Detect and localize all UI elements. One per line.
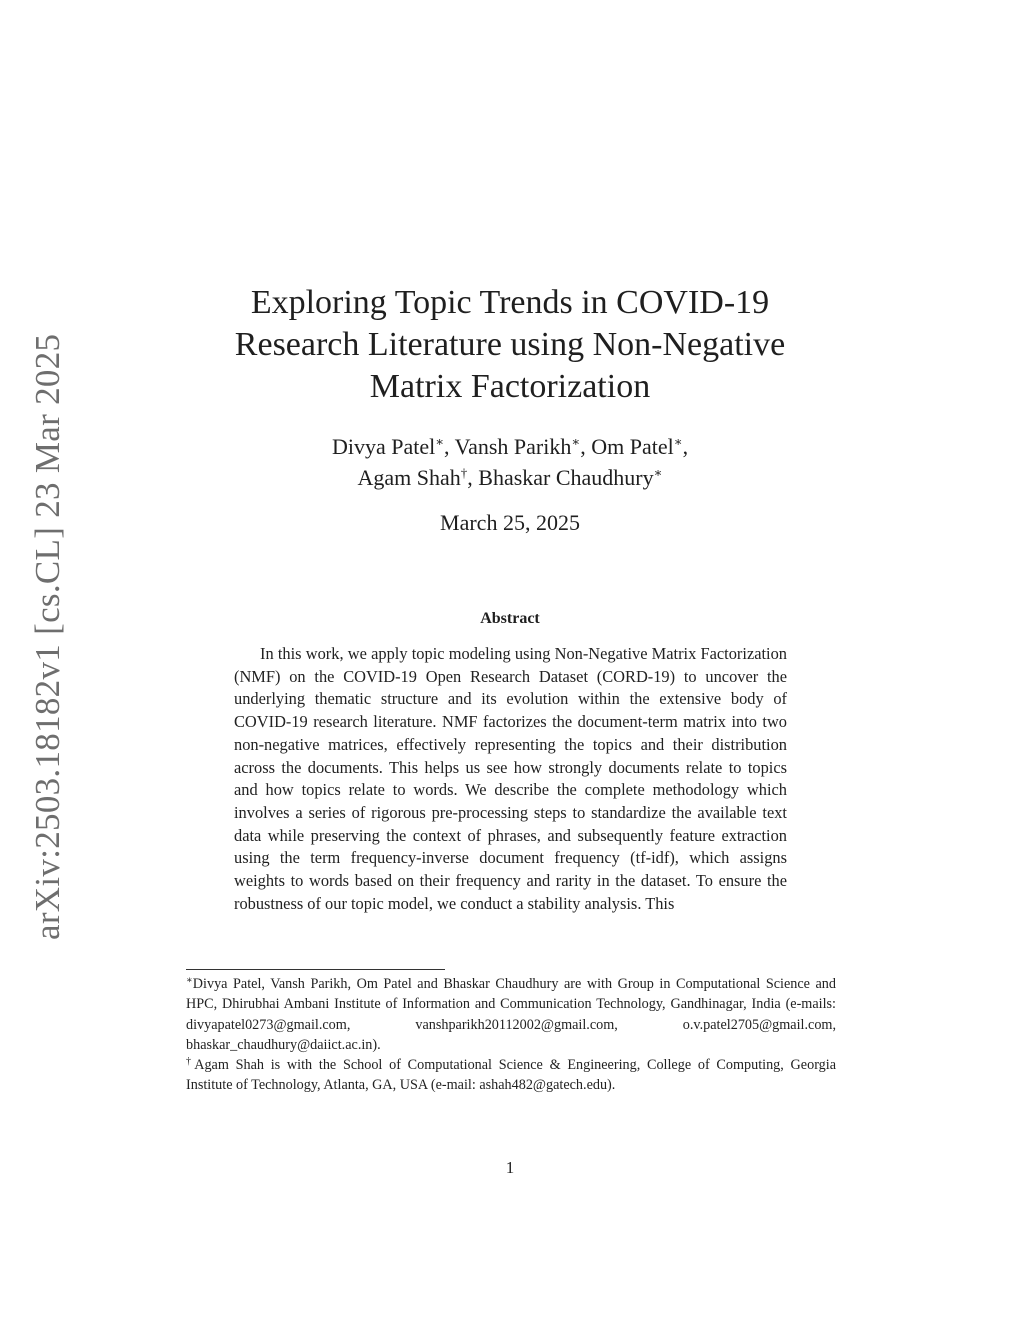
author-line-1: Divya Patel∗, Vansh Parikh∗, Om Patel∗, <box>331 434 689 459</box>
footnote-text: Agam Shah is with the School of Computational Science & Engineering, College of Computing, Georgia Institute of Technology, Atlanta, GA, USA (e-mail: ashah482@gatech.edu). <box>186 1057 836 1094</box>
author-list <box>200 431 820 493</box>
footnote-2 <box>186 1055 836 1096</box>
abstract-text: In this work, we apply topic modeling using Non-Negative Matrix Factorization (NMF) on the COVID-19 Open Research Dataset (CORD-19) to uncover the underlying thematic structure and its evolution within the extensive body of COVID-19 research literature. NMF factorizes the document-term matrix into two non-negative matrices, effectively representing the topics and their distribution across the documents. This helps us see how strongly documents relate to topics and how topics relate to words. We describe the complete methodology which involves a series of rigorous pre-processing steps to standardize the available text data while preserving the context of phrases, and subsequently feature extraction using the term frequency-inverse document frequency (tf-idf), which assigns weights to words based on their frequency and rarity in the dataset. To ensure the robustness of our topic model, we conduct a stability analysis. This <box>234 644 787 913</box>
title-line-3: Matrix Factorization <box>369 368 651 405</box>
footnotes <box>186 974 836 1096</box>
footnote-mark: † <box>186 1056 195 1068</box>
title-line-1: Exploring Topic Trends in COVID-19 <box>250 284 770 321</box>
author-name: Bhaskar Chaudhury <box>478 465 654 490</box>
title-line-2: Research Literature using Non-Negative <box>234 326 786 363</box>
paper-date: March 25, 2025 <box>440 510 580 535</box>
footnote-divider <box>186 969 445 970</box>
author-line-2: Agam Shah†, Bhaskar Chaudhury∗ <box>357 465 663 490</box>
footnote-1 <box>186 974 836 1055</box>
affiliation-mark: † <box>460 465 468 480</box>
affiliation-mark: ∗ <box>673 434 683 449</box>
author-name: Agam Shah <box>357 465 461 490</box>
author-name: Vansh Parikh <box>454 434 572 459</box>
affiliation-mark: ∗ <box>435 434 445 449</box>
page-number: 1 <box>505 1158 515 1177</box>
author-name: Divya Patel <box>331 434 436 459</box>
author-name: Om Patel <box>591 434 674 459</box>
footnote-mark: ∗ <box>186 975 193 986</box>
footnote-text: Divya Patel, Vansh Parikh, Om Patel and Bhaskar Chaudhury are with Group in Computational Science and HPC, Dhirubhai Ambani Institute of Information and Communication Technology, Gandhinagar, India (e-mails: divyapatel0273@gmail.com, vanshparikh20112002@gmail.com, o.v.patel2705@gmail.com, bhaskar_chaudhury@daiict.ac.in). <box>186 976 836 1053</box>
abstract-heading: Abstract <box>480 610 540 627</box>
affiliation-mark: ∗ <box>653 465 663 480</box>
arxiv-identifier: arXiv:2503.18182v1 [cs.CL] 23 Mar 2025 <box>28 333 67 940</box>
paper-title <box>200 282 820 408</box>
affiliation-mark: ∗ <box>571 434 581 449</box>
